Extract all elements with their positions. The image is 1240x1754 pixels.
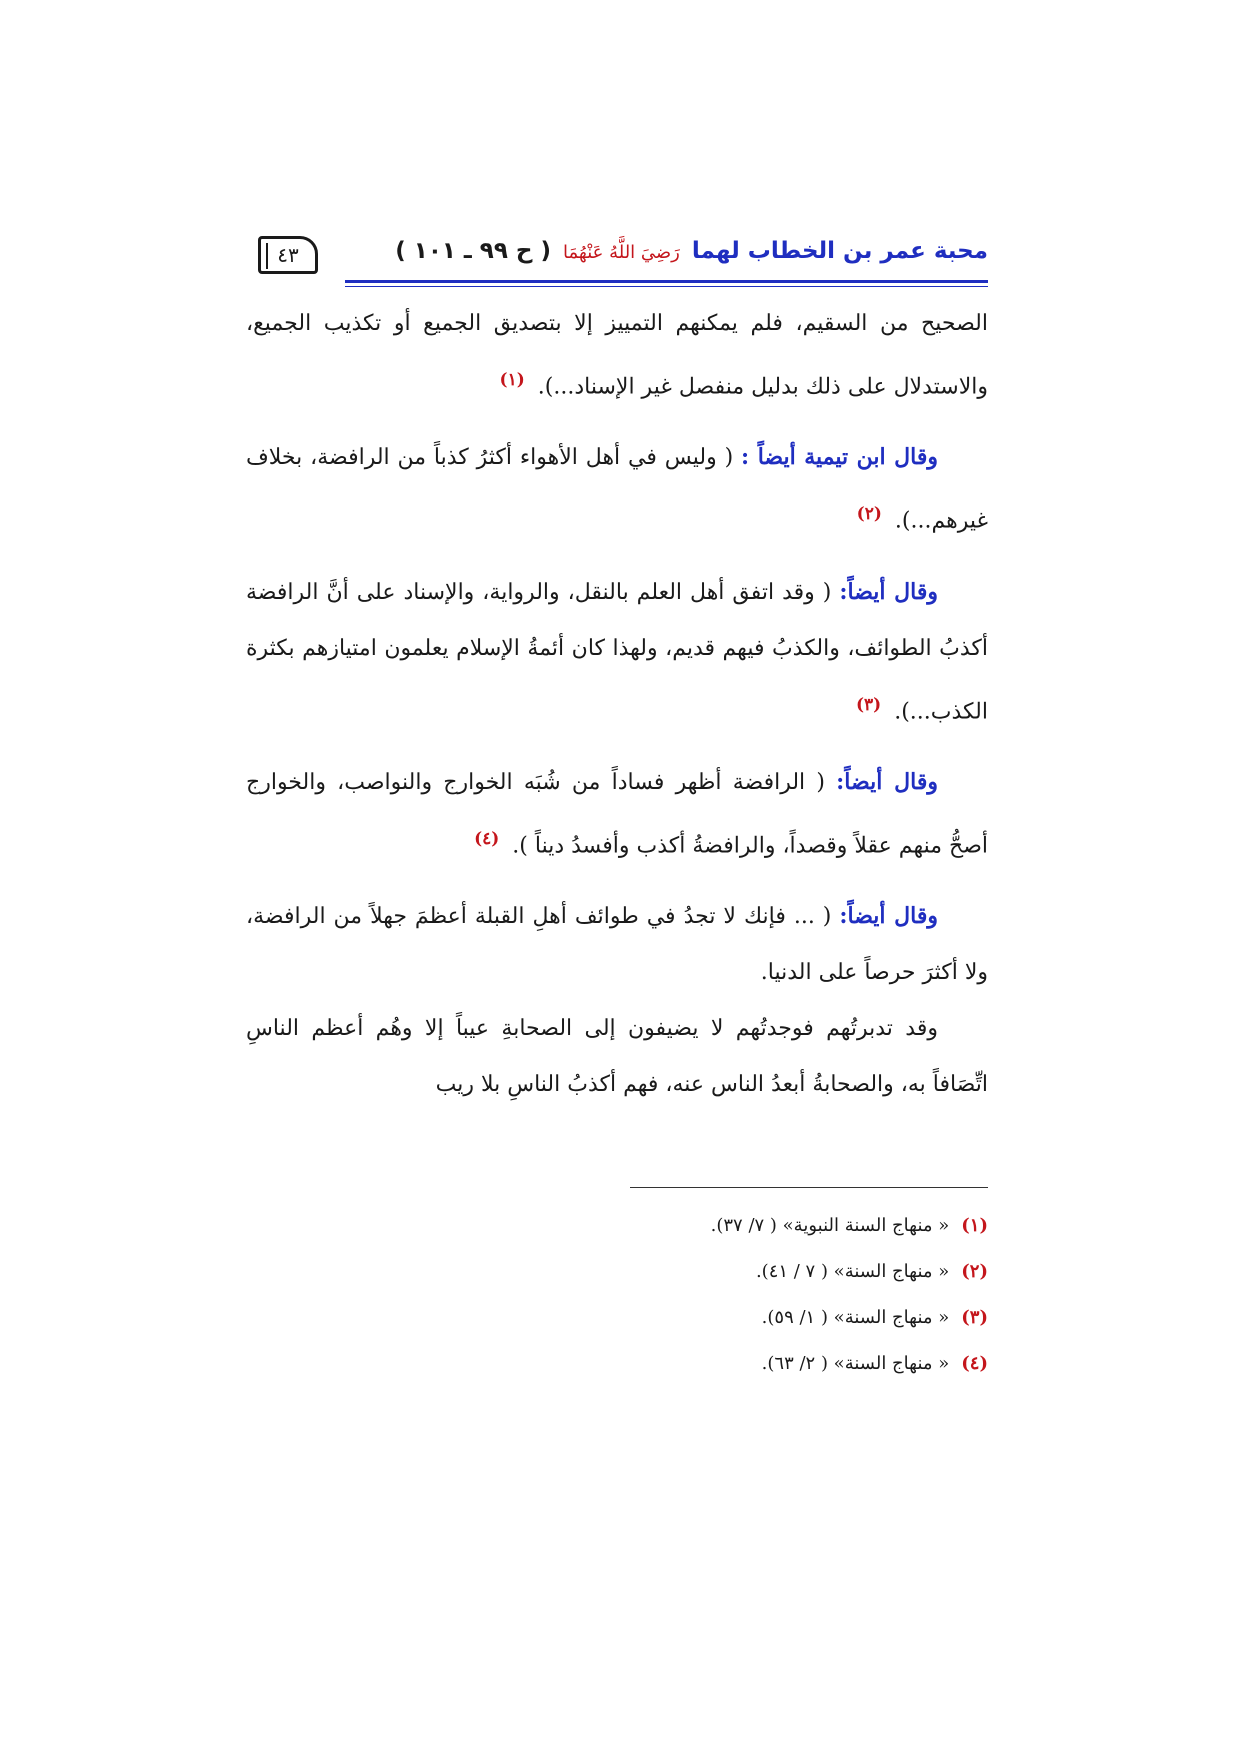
paragraph-text: ( ... فإنك لا تجدُ في طوائف أهلِ القبلة أعظمَ جهلاً من الرافضة، ولا أكثرَ حرصاً على الدنيا.: [246, 904, 988, 986]
footnote-number: (٣): [961, 1307, 988, 1328]
quote-intro: وقال أيضاً:: [836, 768, 939, 795]
footnote-separator: [630, 1187, 988, 1188]
footnote-marker: (٣): [855, 694, 882, 715]
paragraph: [246, 888, 988, 1001]
header-rule: [345, 280, 988, 283]
paragraph: [246, 296, 988, 415]
footnote-marker: (١): [499, 370, 525, 390]
page-number: ٤٣: [277, 243, 299, 267]
paragraph-text: ( الرافضة أظهر فساداً من شُبَه الخوارج والنواصب، والخوارج أصحُّ منهم عقلاً وقصداً، والرافضةُ أكذب وأفسدُ ديناً ).: [246, 769, 988, 859]
footnotes: [711, 1203, 988, 1387]
paragraph: [246, 564, 988, 740]
paragraph-text: ( وقد اتفق أهل العلم بالنقل، والرواية، والإسناد على أنَّ الرافضة أكذبُ الطوائف، والكذبُ فيهم قديم، ولهذا كان أئمةُ الإسلام يعلمون امتيازهم بكثرة الكذب...).: [246, 579, 988, 724]
paragraph-text: الصحيح من السقيم، فلم يمكنهم التمييز إلا بتصديق الجميع أو تكذيب الجميع، والاستدلال على ذلك بدليل منفصل غير الإسناد...).: [246, 311, 988, 400]
footnote-text: « منهاج السنة» ( ٢/ ٦٣).: [761, 1353, 950, 1374]
paragraph-text: وقد تدبرتُهم فوجدتُهم لا يضيفون إلى الصحابةِ عيباً إلا وهُم أعظم الناسِ اتِّصَافاً به، والصحابةُ أبعدُ الناس عنه، فهم أكذبُ الناسِ بلا ريب: [246, 1016, 988, 1098]
footnote-number: (٢): [961, 1261, 988, 1282]
footnote-text: « منهاج السنة» ( ٧ / ٤١).: [755, 1261, 950, 1282]
footnote-text: « منهاج السنة النبوية» ( ٧/ ٣٧).: [710, 1215, 950, 1236]
quote-intro: وقال ابن تيمية أيضاً :: [741, 444, 939, 471]
paragraph: [246, 429, 988, 549]
page-header: [258, 238, 988, 284]
footnote-number: (٤): [961, 1353, 988, 1374]
footnote-item: [711, 1341, 988, 1387]
paragraph-text: ( وليس في أهل الأهواء أكثرُ كذباً من الرافضة، بخلاف غيرهم...).: [246, 445, 988, 534]
quote-intro: وقال أيضاً:: [839, 903, 938, 930]
footnote-marker: (٤): [474, 828, 500, 849]
paragraph: [246, 754, 988, 874]
footnote-marker: (٢): [856, 504, 882, 525]
page-number-box: [258, 236, 318, 274]
body-text: [246, 296, 988, 1113]
honorific-ornament: رَضِيَ اللَّهُ عَنْهُمَا: [563, 242, 680, 263]
header-title: محبة عمر بن الخطاب لهما: [691, 238, 988, 264]
footnote-item: [711, 1249, 988, 1295]
hadith-range: ( ح ٩٩ ـ ١٠١ ): [395, 238, 551, 264]
footnote-item: [711, 1295, 988, 1341]
running-title: [395, 238, 988, 264]
paragraph: [246, 1001, 988, 1113]
footnote-number: (١): [961, 1215, 988, 1236]
footnote-item: [711, 1203, 988, 1249]
header-rule-thin: [345, 286, 988, 287]
footnote-text: « منهاج السنة» ( ١/ ٥٩).: [761, 1307, 950, 1328]
quote-intro: وقال أيضاً:: [839, 578, 939, 605]
